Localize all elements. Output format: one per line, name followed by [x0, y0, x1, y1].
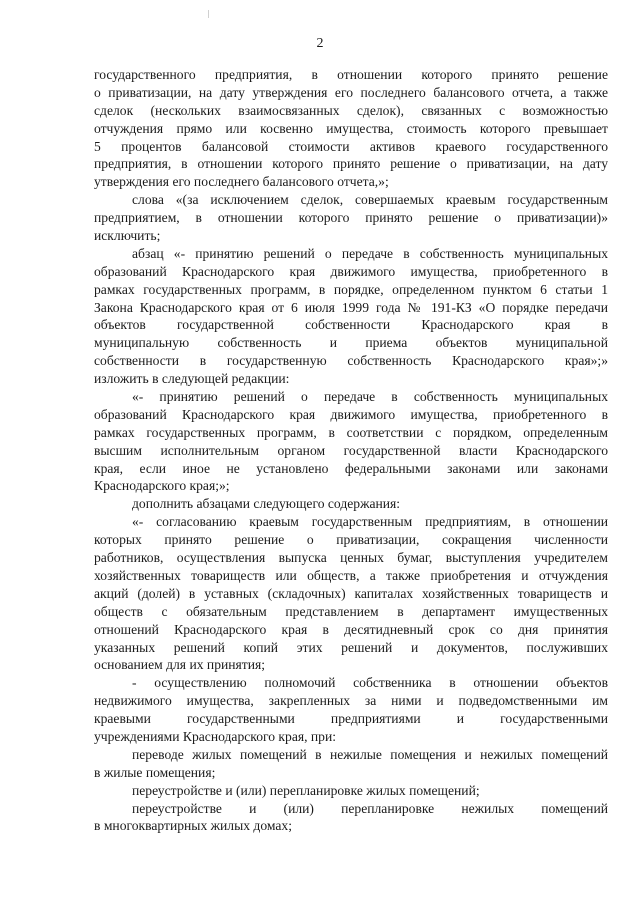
text-line: основанием для их принятия;	[94, 657, 266, 673]
text-line: хозяйственных товариществ или обществ, а также приобретения и отчуждения	[94, 567, 608, 583]
text-line: «- согласованию краевым государственным предприятиям, в отношении	[132, 514, 608, 530]
text-line: работников, осуществления выпуска ценных бумаг, выступления учредителем	[94, 550, 608, 566]
text-line: дополнить абзацами следующего содержания:	[132, 496, 401, 512]
text-line: абзац «- принятию решений о передаче в собственность муниципальных	[132, 245, 608, 261]
text-line: учреждениями Краснодарского края, при:	[94, 728, 337, 744]
text-line: обществ с обязательным представлением в департамент имущественных	[94, 603, 608, 619]
text-line: о приватизации, на дату утверждения его последнего балансового отчета, а также	[94, 84, 608, 100]
scan-artifact	[208, 10, 209, 18]
text-line: в многоквартирных жилых домах;	[94, 818, 292, 834]
text-line: акций (долей) в уставных (складочных) капиталах хозяйственных товариществ и	[94, 585, 608, 601]
text-line: которых принято решение о приватизации, сокращения численности	[94, 532, 608, 548]
text-line: объектов государственной собственности Краснодарского края в	[94, 317, 608, 333]
text-line: переустройстве и (или) перепланировке нежилых помещений	[132, 800, 608, 816]
text-line: утверждения его последнего балансового отчета,»;	[94, 174, 389, 190]
text-line: в жилые помещения;	[94, 764, 216, 780]
document-body	[94, 66, 608, 835]
text-line: отношений Краснодарского края в десятидневный срок со дня принятия	[94, 621, 608, 637]
text-line: переустройстве и (или) перепланировке жилых помещений;	[132, 782, 480, 798]
text-line: рамках государственных программ, в соответствии с порядком, определенным	[94, 424, 608, 440]
text-line: Краснодарского края;»;	[94, 478, 230, 494]
text-line: сделок (нескольких взаимосвязанных сделок), связанных с возможностью	[94, 102, 608, 118]
text-line: предприятия, в отношении которого принято решение о приватизации, на дату	[94, 156, 608, 172]
text-line: Закона Краснодарского края от 6 июля 1999 года № 191-КЗ «О порядке передачи	[94, 299, 608, 315]
text-line: собственности в государственную собственность Краснодарского края»;»	[94, 353, 608, 369]
text-line: - осуществлению полномочий собственника в отношении объектов	[132, 675, 608, 691]
text-line: муниципальную собственность и приема объектов муниципальной	[94, 335, 608, 351]
page-number: 2	[316, 36, 324, 51]
text-line: образований Краснодарского края движимого имущества, приобретенного в	[94, 406, 608, 422]
text-line: образований Краснодарского края движимого имущества, приобретенного в	[94, 263, 608, 279]
text-line: слова «(за исключением сделок, совершаемых краевым государственным	[132, 192, 608, 208]
text-line: предприятием, в отношении которого принято решение о приватизации)»	[94, 210, 608, 226]
text-line: рамках государственных программ, в порядке, определенном пунктом 6 статьи 1	[94, 281, 608, 297]
text-line: края, если иное не установлено федеральными законами или законами	[94, 460, 608, 476]
text-line: краевыми государственными предприятиями и государственными	[94, 711, 608, 727]
text-line: переводе жилых помещений в нежилые помещения и нежилых помещений	[132, 746, 608, 762]
text-line: 5 процентов балансовой стоимости активов краевого государственного	[94, 138, 608, 154]
text-line: недвижимого имущества, закрепленных за ними и подведомственными им	[94, 693, 608, 709]
text-line: указанных решений копий этих решений и документов, послуживших	[94, 639, 608, 655]
text-line: высшим исполнительным органом государственной власти Краснодарского	[94, 442, 608, 458]
text-line: изложить в следующей редакции:	[94, 371, 290, 387]
text-line: исключить;	[94, 228, 161, 244]
text-line: отчуждения прямо или косвенно имущества, стоимость которого превышает	[94, 120, 608, 136]
text-line: «- принятию решений о передаче в собственность муниципальных	[132, 389, 608, 405]
text-line: государственного предприятия, в отношении которого принято решение	[94, 67, 608, 82]
